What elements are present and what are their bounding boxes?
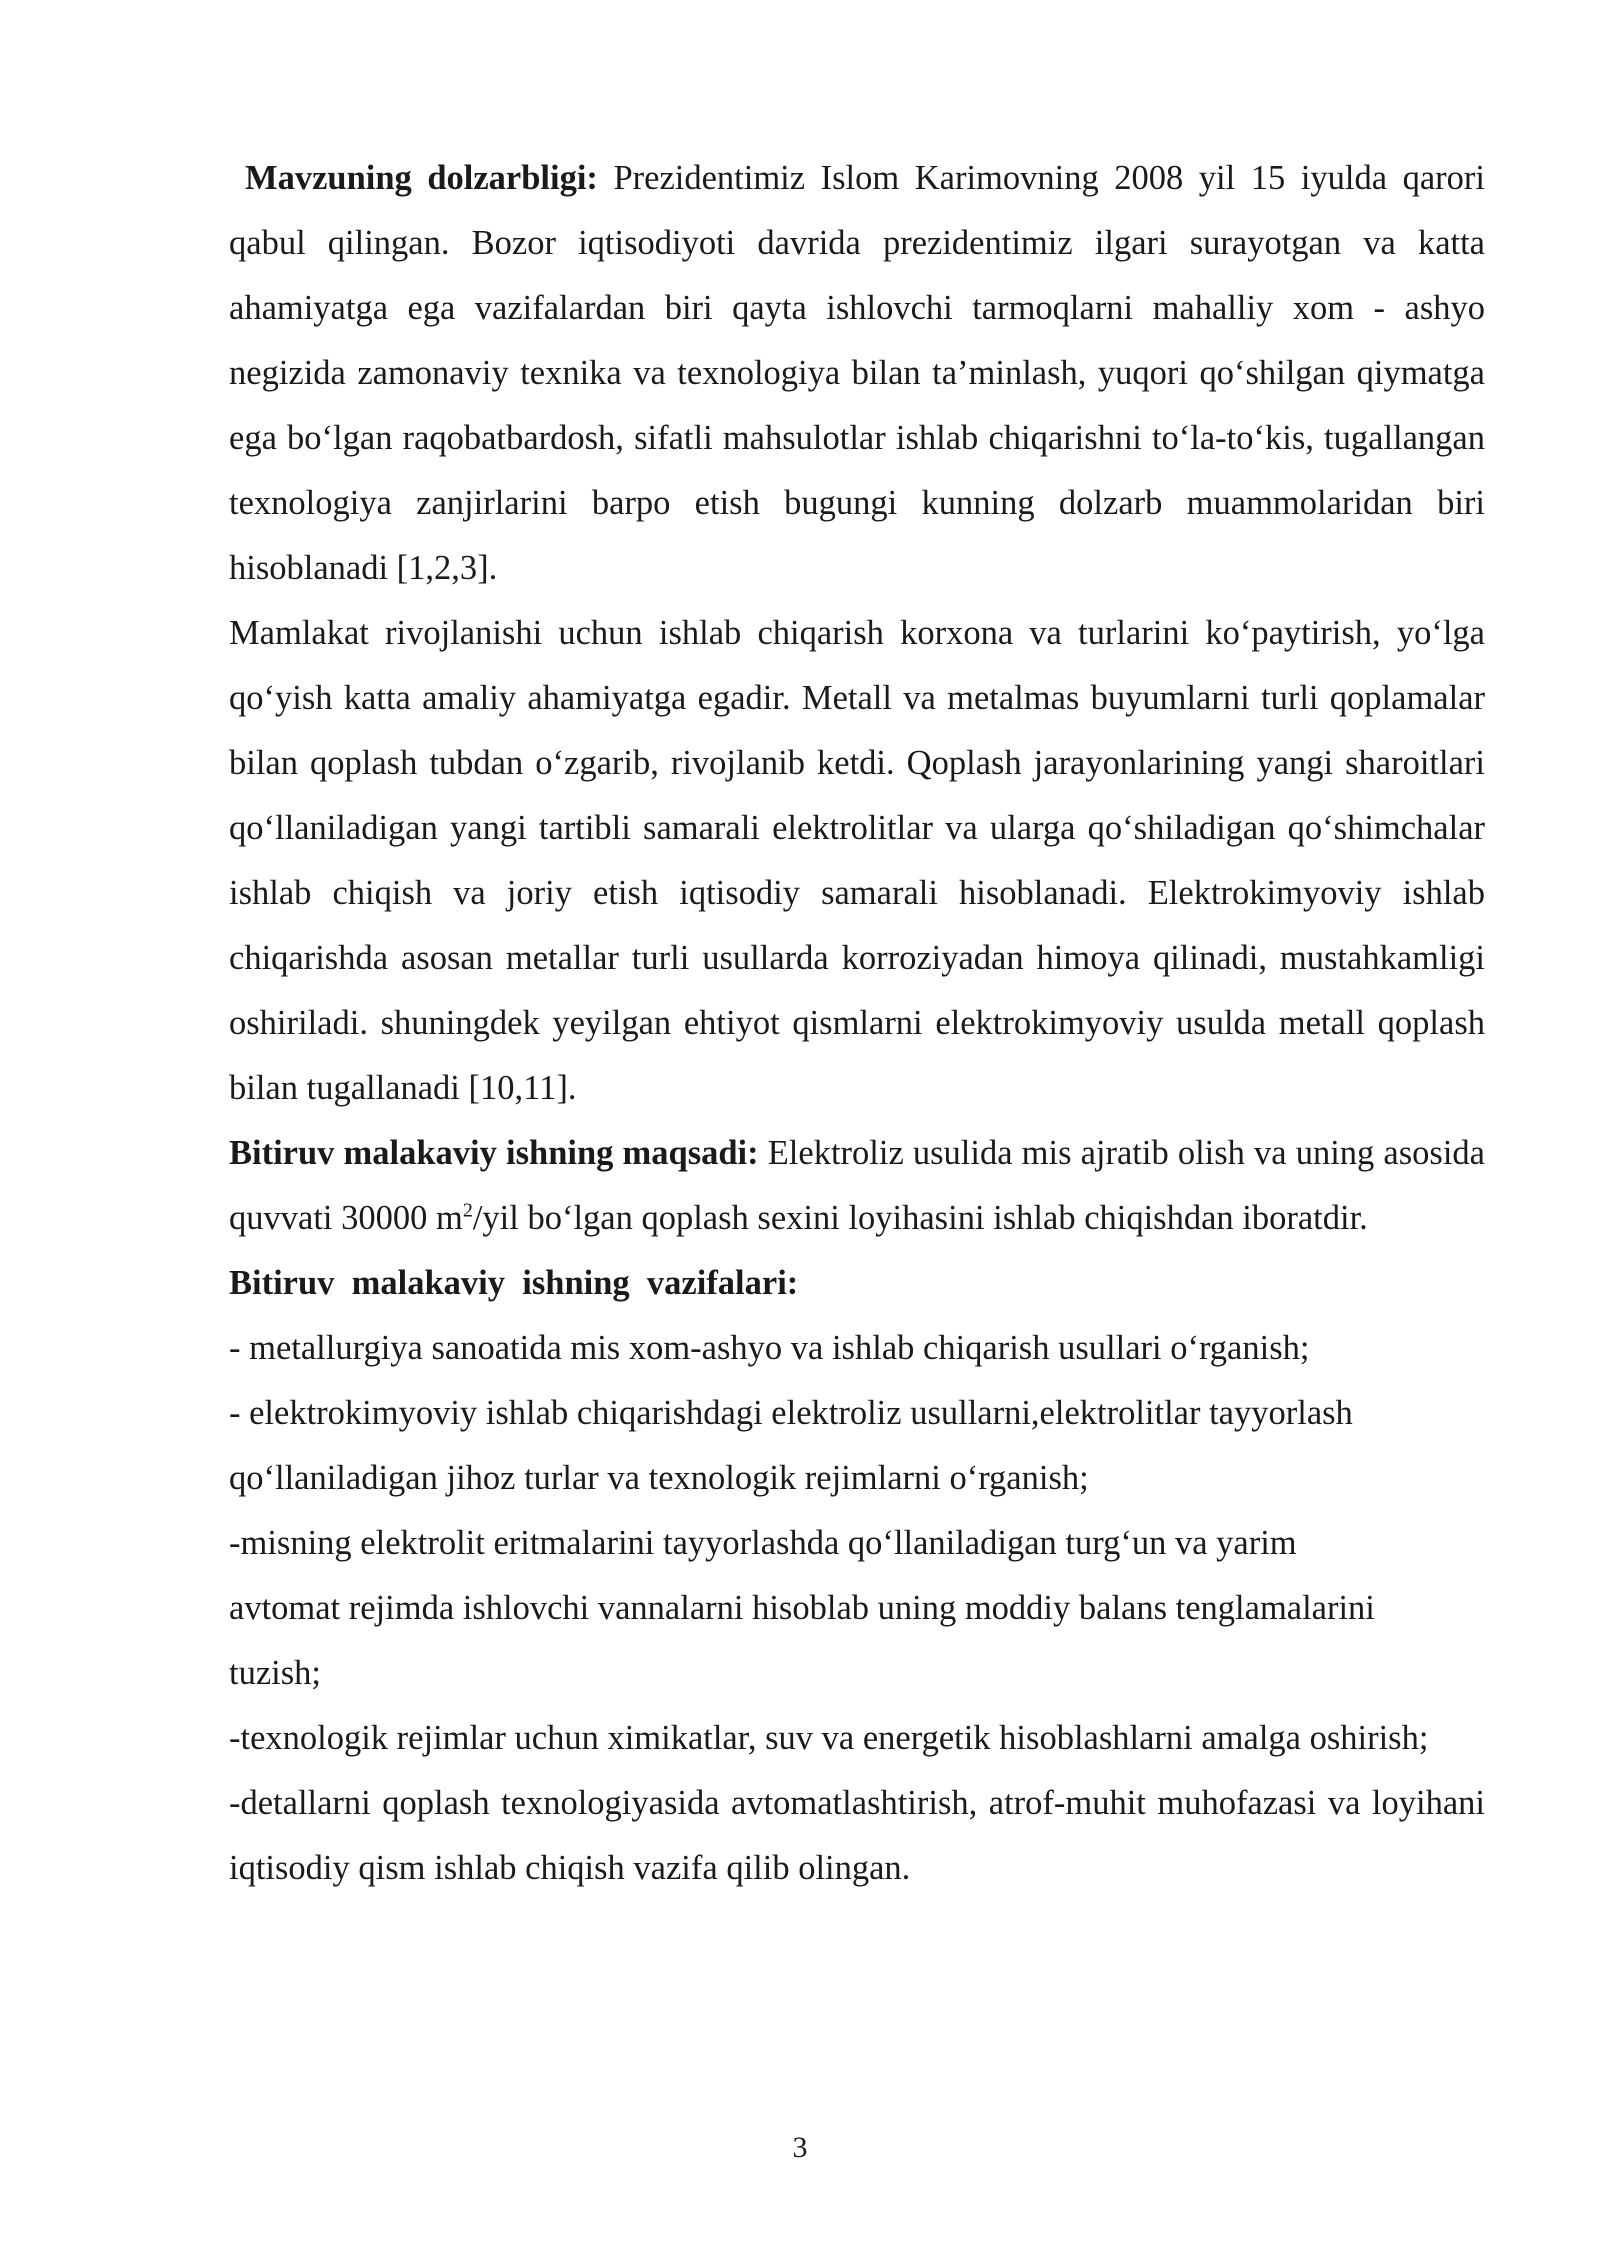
task-item-4: -texnologik rejimlar uchun ximikatlar, suv va energetik hisoblashlarni amalga oshirish;	[229, 1719, 1429, 1757]
task-item-2: - elektrokimyoviy ishlab chiqarishdagi elektroliz usullarni,elektrolitlar tayyorlash qo‘llaniladigan jihoz turlar va texnologik rejimlarni o‘rganish;	[229, 1394, 1353, 1497]
relevance-heading: Mavzuning dolzarbligi:	[245, 159, 598, 197]
paragraph-relevance	[229, 146, 1485, 601]
page-number: 3	[792, 2131, 808, 2164]
purpose-text-before: Elektroliz usulida mis ajratib olish va uning asosida quvvati 30000 m	[229, 1134, 1485, 1237]
task-item-1: - metallurgiya sanoatida mis xom-ashyo va ishlab chiqarish usullari o‘rganish;	[229, 1329, 1310, 1367]
purpose-text-after: /yil bo‘lgan qoplash sexini loyihasini ishlab chiqishdan iboratdir.	[472, 1199, 1368, 1237]
paragraph-purpose	[229, 1121, 1485, 1251]
task-item-5: -detallarni qoplash texnologiyasida avtomatlashtirish, atrof-muhit muhofazasi va loyihani iqtisodiy qism ishlab chiqish vazifa qilib olingan.	[229, 1784, 1485, 1887]
page-body	[229, 146, 1485, 1901]
purpose-heading: Bitiruv malakaviy ishning maqsadi:	[229, 1134, 759, 1172]
task-item-3: -misning elektrolit eritmalarini tayyorlashda qo‘llaniladigan turg‘un va yarim avtomat rejimda ishlovchi vannalarni hisoblab uning moddiy balans tenglamalarini tuzish;	[229, 1524, 1375, 1692]
paragraph-development: Mamlakat rivojlanishi uchun ishlab chiqarish korxona va turlarini ko‘paytirish, yo‘lga qo‘yish katta amaliy ahamiyatga egadir. Metall va metalmas buyumlarni turli qoplamalar bilan qoplash tubdan o‘zgarib, rivojlanib ketdi. Qoplash jarayonlarining yangi sharoitlari qo‘llaniladigan yangi tartibli samarali elektrolitlar va ularga qo‘shiladigan qo‘shimchalar ishlab chiqish va joriy etish iqtisodiy samarali hisoblanadi. Elektrokimyoviy ishlab chiqarishda asosan metallar turli usullarda korroziyadan himoya qilinadi, mustahkamligi oshiriladi. shuningdek yeyilgan ehtiyot qismlarni elektrokimyoviy usulda metall qoplash bilan tugallanadi [10,11].	[229, 614, 1485, 1107]
purpose-superscript: 2	[462, 1199, 473, 1222]
relevance-text: Prezidentimiz Islom Karimovning 2008 yil 15 iyulda qarori qabul qilingan. Bozor iqtisodiyoti davrida prezidentimiz ilgari surayotgan va katta ahamiyatga ega vazifalardan biri qayta ishlovchi tarmoqlarni mahalliy xom - ashyo negizida zamonaviy texnika va texnologiya bilan ta’minlash, yuqori qo‘shilgan qiymatga ega bo‘lgan raqobatbardosh, sifatli mahsulotlar ishlab chiqarishni to‘la-to‘kis, tugallangan texnologiya zanjirlarini barpo etish bugungi kunning dolzarb muammolaridan biri hisoblanadi [1,2,3].	[229, 159, 1485, 587]
tasks-heading: Bitiruv malakaviy ishning vazifalari:	[229, 1264, 799, 1302]
